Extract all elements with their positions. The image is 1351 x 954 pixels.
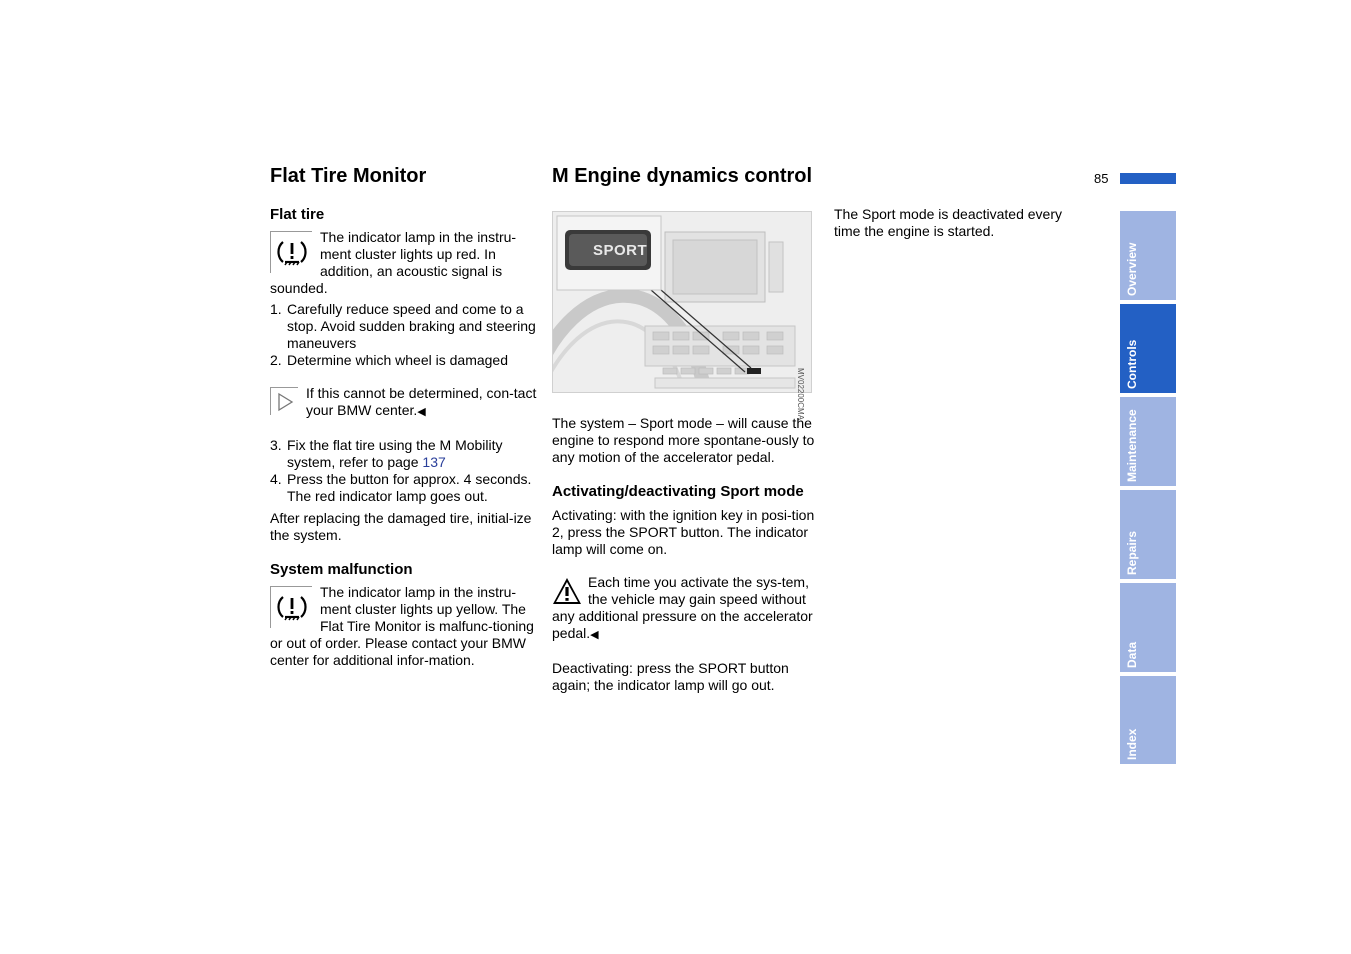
page-link-137[interactable]: 137: [422, 454, 446, 470]
warning-triangle-icon: [552, 576, 582, 606]
malfunction-lamp-text: The indicator lamp in the instru-ment cluster lights up yellow. The Flat Tire Monitor is malfunc-tioning or out of order. Please contact your BMW center for additional infor-mation.: [270, 584, 534, 668]
tab-repairs[interactable]: Repairs: [1120, 490, 1176, 579]
section-title-flat-tire-monitor: Flat Tire Monitor: [270, 165, 427, 187]
sport-intro-text: The system – Sport mode – will cause the engine to respond more spontane-ously to any motion of the accelerator pedal.: [552, 415, 815, 465]
tab-overview[interactable]: Overview: [1120, 211, 1176, 300]
middle-column: [552, 415, 824, 694]
step-3: 3. Fix the flat tire using the M Mobility system, refer to page 137: [270, 437, 503, 470]
image-code: MV02200CMA: [796, 368, 805, 421]
note-text: If this cannot be determined, con-tact your BMW center.◀: [306, 385, 537, 418]
activating-heading: Activating/deactivating Sport mode: [552, 483, 804, 500]
page-number: 85: [1094, 171, 1109, 186]
system-malfunction-heading: System malfunction: [270, 561, 413, 578]
note-triangle-icon: [270, 387, 298, 415]
flat-tire-lamp-text: The indicator lamp in the instru-ment cluster lights up red. In addition, an acoustic signal is sounded.: [270, 229, 517, 296]
step-1: 1. Carefully reduce speed and come to a stop. Avoid sudden braking and steering maneuvers: [270, 301, 536, 351]
warning-text: Each time you activate the sys-tem, the vehicle may gain speed without any additional pressure on the accelerator pedal.◀: [552, 574, 813, 641]
sport-button-label: SPORT: [593, 242, 648, 259]
flat-tire-warning-icon: [270, 586, 312, 628]
deactivating-text: Deactivating: press the SPORT button again; the indicator lamp will go out.: [552, 660, 789, 693]
tab-index[interactable]: Index: [1120, 676, 1176, 764]
step-4: 4. Press the button for approx. 4 seconds. The red indicator lamp goes out.: [270, 471, 532, 504]
flat-tire-lamp-block: [270, 229, 542, 297]
flat-tire-heading: Flat tire: [270, 206, 325, 223]
tab-maintenance[interactable]: Maintenance: [1120, 397, 1176, 486]
flat-tire-warning-icon: [270, 231, 312, 273]
left-column: [270, 206, 542, 669]
step-2: 2. Determine which wheel is damaged: [270, 352, 508, 368]
warning-block: [552, 574, 824, 644]
tab-data[interactable]: Data: [1120, 583, 1176, 672]
activating-text: Activating: with the ignition key in posi-tion 2, press the SPORT button. The indicator lamp will come on.: [552, 507, 815, 557]
malfunction-lamp-block: [270, 584, 542, 669]
sport-button-illustration: [552, 211, 812, 393]
right-column: [834, 206, 1092, 240]
header-blue-bar: [1120, 173, 1176, 184]
sport-deactivated-text: The Sport mode is deactivated every time the engine is started.: [834, 206, 1063, 239]
note-block: [270, 385, 542, 421]
section-title-m-engine: M Engine dynamics control: [552, 165, 813, 187]
after-replacing-text: After replacing the damaged tire, initial-ize the system.: [270, 510, 532, 543]
tab-controls[interactable]: Controls: [1120, 304, 1176, 393]
